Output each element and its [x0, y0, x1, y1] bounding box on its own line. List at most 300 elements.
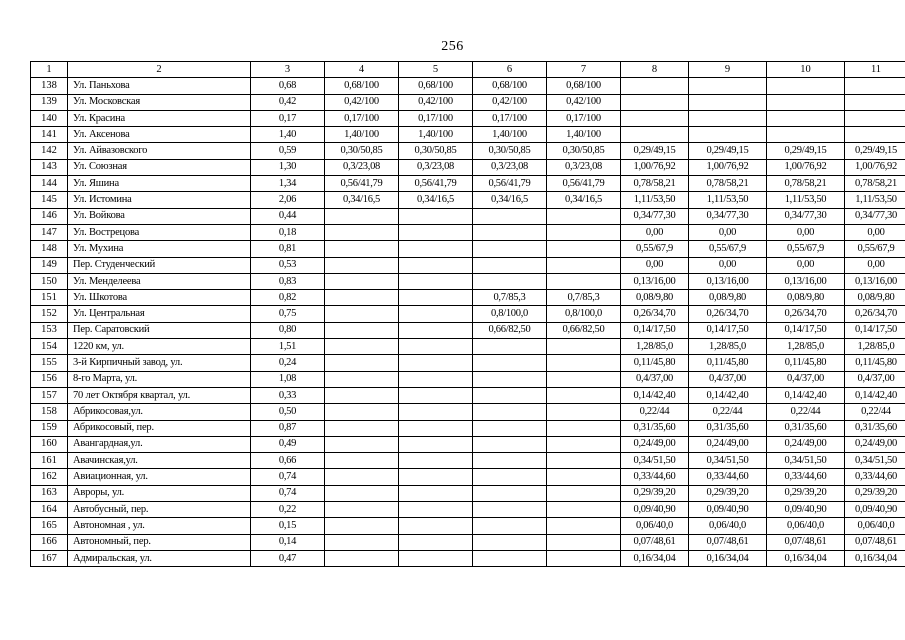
value-cell: 0,11/45,80 [845, 355, 905, 371]
value-cell: 0,34/16,5 [325, 192, 399, 208]
value-cell: 1,40/100 [547, 127, 621, 143]
value-cell: 0,3/23,08 [399, 159, 473, 175]
value-cell: 0,4/37,00 [845, 371, 905, 387]
value-cell [689, 94, 767, 110]
value-cell: 0,56/41,79 [547, 176, 621, 192]
street-name-cell: Ул. Войкова [68, 208, 251, 224]
value-cell [473, 404, 547, 420]
street-name-cell: Ул. Айвазовского [68, 143, 251, 159]
value-cell: 0,17/100 [325, 110, 399, 126]
value-cell: 0,42 [251, 94, 325, 110]
value-cell: 1,40/100 [399, 127, 473, 143]
value-cell [399, 290, 473, 306]
value-cell: 0,13/16,00 [845, 273, 905, 289]
value-cell: 0,3/23,08 [325, 159, 399, 175]
value-cell [473, 469, 547, 485]
value-cell: 0,16/34,04 [621, 550, 689, 566]
value-cell: 0,07/48,61 [689, 534, 767, 550]
value-cell [473, 502, 547, 518]
value-cell: 0,33/44,60 [845, 469, 905, 485]
value-cell: 0,68 [251, 78, 325, 94]
table-row [31, 208, 905, 224]
value-cell: 0,31/35,60 [621, 420, 689, 436]
value-cell [547, 453, 621, 469]
value-cell: 1,28/85,0 [621, 339, 689, 355]
street-name-cell: 3-й Кирпичный завод, ул. [68, 355, 251, 371]
street-name-cell: Ул. Московская [68, 94, 251, 110]
table-row [31, 339, 905, 355]
value-cell [547, 371, 621, 387]
value-cell: 1,28/85,0 [767, 339, 845, 355]
value-cell: 0,66 [251, 453, 325, 469]
table-row [31, 94, 905, 110]
value-cell [325, 387, 399, 403]
value-cell [547, 355, 621, 371]
value-cell: 0,06/40,0 [689, 518, 767, 534]
value-cell [621, 110, 689, 126]
value-cell: 0,00 [767, 224, 845, 240]
value-cell: 0,42/100 [547, 94, 621, 110]
row-number-cell: 164 [31, 502, 68, 518]
table-row [31, 127, 905, 143]
value-cell: 1,40 [251, 127, 325, 143]
value-cell [473, 339, 547, 355]
value-cell: 0,00 [845, 257, 905, 273]
value-cell [547, 241, 621, 257]
street-name-cell: 70 лет Октября квартал, ул. [68, 387, 251, 403]
value-cell [473, 224, 547, 240]
value-cell: 0,13/16,00 [621, 273, 689, 289]
value-cell [547, 339, 621, 355]
table-row [31, 176, 905, 192]
value-cell: 0,50 [251, 404, 325, 420]
value-cell [547, 208, 621, 224]
row-number-cell: 153 [31, 322, 68, 338]
value-cell: 0,24/49,00 [767, 436, 845, 452]
value-cell: 1,08 [251, 371, 325, 387]
header-row [31, 62, 905, 78]
value-cell: 0,00 [845, 224, 905, 240]
column-header: 5 [399, 62, 473, 78]
value-cell: 0,34/16,5 [399, 192, 473, 208]
value-cell: 1,11/53,50 [689, 192, 767, 208]
value-cell: 1,28/85,0 [845, 339, 905, 355]
value-cell [325, 273, 399, 289]
value-cell: 0,66/82,50 [547, 322, 621, 338]
value-cell: 0,14/17,50 [845, 322, 905, 338]
value-cell: 0,80 [251, 322, 325, 338]
value-cell: 0,07/48,61 [621, 534, 689, 550]
value-cell [621, 94, 689, 110]
value-cell [547, 387, 621, 403]
value-cell: 0,26/34,70 [767, 306, 845, 322]
value-cell: 0,13/16,00 [767, 273, 845, 289]
value-cell: 0,09/40,90 [767, 502, 845, 518]
value-cell [399, 534, 473, 550]
value-cell: 0,00 [621, 257, 689, 273]
street-name-cell: Ул. Паньхова [68, 78, 251, 94]
value-cell: 0,3/23,08 [473, 159, 547, 175]
value-cell: 0,06/40,0 [767, 518, 845, 534]
value-cell [547, 273, 621, 289]
value-cell: 0,83 [251, 273, 325, 289]
value-cell: 0,16/34,04 [767, 550, 845, 566]
value-cell [399, 436, 473, 452]
value-cell [473, 355, 547, 371]
column-header: 11 [845, 62, 905, 78]
value-cell: 0,30/50,85 [473, 143, 547, 159]
row-number-cell: 138 [31, 78, 68, 94]
street-name-cell: Авангардная,ул. [68, 436, 251, 452]
street-name-cell: 8-го Марта, ул. [68, 371, 251, 387]
value-cell [325, 241, 399, 257]
value-cell: 0,55/67,9 [845, 241, 905, 257]
value-cell: 0,53 [251, 257, 325, 273]
table-row [31, 322, 905, 338]
value-cell [399, 502, 473, 518]
row-number-cell: 151 [31, 290, 68, 306]
value-cell [767, 78, 845, 94]
street-name-cell: Ул. Аксенова [68, 127, 251, 143]
value-cell [325, 224, 399, 240]
value-cell: 1,51 [251, 339, 325, 355]
value-cell [767, 94, 845, 110]
value-cell [845, 110, 905, 126]
page-number: 256 [441, 39, 464, 54]
value-cell: 0,8/100,0 [473, 306, 547, 322]
value-cell [547, 257, 621, 273]
value-cell: 0,24/49,00 [621, 436, 689, 452]
value-cell [325, 257, 399, 273]
value-cell: 0,08/9,80 [621, 290, 689, 306]
value-cell [845, 94, 905, 110]
value-cell: 0,56/41,79 [399, 176, 473, 192]
value-cell: 0,59 [251, 143, 325, 159]
table-row [31, 550, 905, 566]
value-cell [473, 550, 547, 566]
value-cell: 0,8/100,0 [547, 306, 621, 322]
value-cell: 0,31/35,60 [689, 420, 767, 436]
value-cell [473, 453, 547, 469]
row-number-cell: 140 [31, 110, 68, 126]
value-cell: 0,34/51,50 [621, 453, 689, 469]
table-row [31, 518, 905, 534]
value-cell: 0,56/41,79 [325, 176, 399, 192]
value-cell: 0,00 [621, 224, 689, 240]
value-cell [621, 127, 689, 143]
value-cell: 0,4/37,00 [767, 371, 845, 387]
value-cell: 0,78/58,21 [689, 176, 767, 192]
value-cell: 1,34 [251, 176, 325, 192]
value-cell: 0,82 [251, 290, 325, 306]
value-cell: 0,29/39,20 [767, 485, 845, 501]
row-number-cell: 155 [31, 355, 68, 371]
data-table [30, 61, 905, 567]
value-cell [399, 273, 473, 289]
value-cell: 0,09/40,90 [621, 502, 689, 518]
row-number-cell: 142 [31, 143, 68, 159]
value-cell [547, 534, 621, 550]
value-cell: 0,49 [251, 436, 325, 452]
value-cell: 0,22/44 [845, 404, 905, 420]
value-cell: 0,31/35,60 [767, 420, 845, 436]
table-row [31, 355, 905, 371]
value-cell: 1,40/100 [473, 127, 547, 143]
value-cell [399, 224, 473, 240]
value-cell: 0,68/100 [547, 78, 621, 94]
street-name-cell: Ул. Центральная [68, 306, 251, 322]
value-cell: 0,17/100 [473, 110, 547, 126]
value-cell [473, 257, 547, 273]
value-cell [473, 485, 547, 501]
table-row [31, 192, 905, 208]
value-cell: 0,08/9,80 [845, 290, 905, 306]
value-cell: 0,75 [251, 306, 325, 322]
value-cell: 0,29/49,15 [689, 143, 767, 159]
value-cell: 0,11/45,80 [767, 355, 845, 371]
value-cell [547, 224, 621, 240]
value-cell [325, 371, 399, 387]
value-cell [473, 387, 547, 403]
row-number-cell: 165 [31, 518, 68, 534]
column-header: 1 [31, 62, 68, 78]
value-cell [399, 420, 473, 436]
value-cell: 0,33/44,60 [689, 469, 767, 485]
table-row [31, 387, 905, 403]
value-cell [325, 306, 399, 322]
value-cell: 0,34/77,30 [767, 208, 845, 224]
table-row [31, 404, 905, 420]
table-row [31, 224, 905, 240]
value-cell: 1,00/76,92 [767, 159, 845, 175]
row-number-cell: 159 [31, 420, 68, 436]
value-cell: 0,4/37,00 [689, 371, 767, 387]
value-cell: 0,16/34,04 [845, 550, 905, 566]
value-cell: 0,00 [689, 224, 767, 240]
row-number-cell: 154 [31, 339, 68, 355]
value-cell: 0,47 [251, 550, 325, 566]
value-cell: 0,42/100 [399, 94, 473, 110]
row-number-cell: 162 [31, 469, 68, 485]
value-cell: 0,14/42,40 [689, 387, 767, 403]
value-cell [845, 78, 905, 94]
value-cell [399, 453, 473, 469]
value-cell: 0,34/77,30 [689, 208, 767, 224]
row-number-cell: 144 [31, 176, 68, 192]
value-cell [399, 322, 473, 338]
row-number-cell: 149 [31, 257, 68, 273]
row-number-cell: 150 [31, 273, 68, 289]
value-cell [689, 127, 767, 143]
value-cell: 0,14/17,50 [767, 322, 845, 338]
value-cell [473, 371, 547, 387]
table-row [31, 371, 905, 387]
column-header: 2 [68, 62, 251, 78]
value-cell: 0,34/51,50 [845, 453, 905, 469]
value-cell [325, 208, 399, 224]
row-number-cell: 141 [31, 127, 68, 143]
value-cell [325, 420, 399, 436]
value-cell: 0,17/100 [547, 110, 621, 126]
table-row [31, 306, 905, 322]
street-name-cell: Абрикосовая,ул. [68, 404, 251, 420]
table-row [31, 502, 905, 518]
value-cell [767, 110, 845, 126]
table-row [31, 469, 905, 485]
column-header: 9 [689, 62, 767, 78]
value-cell [399, 404, 473, 420]
street-name-cell: Ул. Яшина [68, 176, 251, 192]
value-cell: 0,29/39,20 [621, 485, 689, 501]
value-cell: 0,14/42,40 [845, 387, 905, 403]
value-cell: 0,08/9,80 [767, 290, 845, 306]
value-cell: 0,78/58,21 [845, 176, 905, 192]
value-cell: 0,29/49,15 [845, 143, 905, 159]
value-cell [399, 518, 473, 534]
street-name-cell: Ул. Менделеева [68, 273, 251, 289]
table-row [31, 453, 905, 469]
value-cell: 1,00/76,92 [621, 159, 689, 175]
table-row [31, 436, 905, 452]
row-number-cell: 146 [31, 208, 68, 224]
value-cell: 0,13/16,00 [689, 273, 767, 289]
value-cell: 1,30 [251, 159, 325, 175]
value-cell [325, 518, 399, 534]
value-cell: 0,00 [689, 257, 767, 273]
street-name-cell: Ул. Красина [68, 110, 251, 126]
street-name-cell: Абрикосовый, пер. [68, 420, 251, 436]
street-name-cell: Автономная , ул. [68, 518, 251, 534]
value-cell: 0,11/45,80 [621, 355, 689, 371]
value-cell [473, 208, 547, 224]
table-row [31, 534, 905, 550]
value-cell: 0,66/82,50 [473, 322, 547, 338]
table-row [31, 420, 905, 436]
value-cell [399, 306, 473, 322]
value-cell: 0,22 [251, 502, 325, 518]
column-header: 3 [251, 62, 325, 78]
value-cell: 0,87 [251, 420, 325, 436]
value-cell: 0,14/42,40 [767, 387, 845, 403]
value-cell: 0,14/17,50 [621, 322, 689, 338]
table-row [31, 241, 905, 257]
value-cell: 0,24/49,00 [845, 436, 905, 452]
row-number-cell: 145 [31, 192, 68, 208]
value-cell [399, 371, 473, 387]
value-cell: 0,22/44 [621, 404, 689, 420]
value-cell: 0,26/34,70 [621, 306, 689, 322]
value-cell: 0,55/67,9 [621, 241, 689, 257]
value-cell [325, 453, 399, 469]
value-cell: 1,11/53,50 [845, 192, 905, 208]
row-number-cell: 143 [31, 159, 68, 175]
value-cell: 0,56/41,79 [473, 176, 547, 192]
value-cell [547, 518, 621, 534]
value-cell [547, 404, 621, 420]
value-cell: 0,68/100 [325, 78, 399, 94]
value-cell: 0,17 [251, 110, 325, 126]
value-cell: 0,22/44 [767, 404, 845, 420]
value-cell: 0,24/49,00 [689, 436, 767, 452]
column-header: 4 [325, 62, 399, 78]
value-cell: 0,78/58,21 [621, 176, 689, 192]
table-row [31, 143, 905, 159]
value-cell: 0,7/85,3 [547, 290, 621, 306]
value-cell [473, 273, 547, 289]
street-name-cell: Автобусный, пер. [68, 502, 251, 518]
value-cell: 0,29/39,20 [845, 485, 905, 501]
value-cell: 0,22/44 [689, 404, 767, 420]
value-cell: 0,55/67,9 [689, 241, 767, 257]
value-cell: 0,34/77,30 [621, 208, 689, 224]
value-cell [473, 241, 547, 257]
value-cell: 0,68/100 [473, 78, 547, 94]
value-cell [399, 485, 473, 501]
value-cell [325, 436, 399, 452]
column-header: 7 [547, 62, 621, 78]
row-number-cell: 156 [31, 371, 68, 387]
value-cell: 0,29/49,15 [621, 143, 689, 159]
value-cell [399, 387, 473, 403]
column-header: 8 [621, 62, 689, 78]
row-number-cell: 158 [31, 404, 68, 420]
value-cell: 0,34/16,5 [473, 192, 547, 208]
value-cell: 0,18 [251, 224, 325, 240]
value-cell: 0,34/77,30 [845, 208, 905, 224]
value-cell [325, 534, 399, 550]
table-row [31, 273, 905, 289]
row-number-cell: 152 [31, 306, 68, 322]
value-cell: 0,30/50,85 [325, 143, 399, 159]
value-cell: 1,11/53,50 [621, 192, 689, 208]
value-cell: 2,06 [251, 192, 325, 208]
value-cell: 0,14/17,50 [689, 322, 767, 338]
value-cell: 0,78/58,21 [767, 176, 845, 192]
value-cell [547, 420, 621, 436]
value-cell: 0,31/35,60 [845, 420, 905, 436]
street-name-cell: Автономный, пер. [68, 534, 251, 550]
street-name-cell: Ул. Вострецова [68, 224, 251, 240]
value-cell: 1,11/53,50 [767, 192, 845, 208]
value-cell [399, 339, 473, 355]
value-cell: 1,00/76,92 [845, 159, 905, 175]
value-cell: 0,08/9,80 [689, 290, 767, 306]
table-row [31, 257, 905, 273]
value-cell: 0,26/34,70 [845, 306, 905, 322]
value-cell: 0,29/49,15 [767, 143, 845, 159]
street-name-cell: Авроры, ул. [68, 485, 251, 501]
value-cell: 0,68/100 [399, 78, 473, 94]
row-number-cell: 163 [31, 485, 68, 501]
value-cell: 0,34/16,5 [547, 192, 621, 208]
value-cell: 0,42/100 [473, 94, 547, 110]
table-row [31, 159, 905, 175]
value-cell [399, 257, 473, 273]
value-cell: 1,40/100 [325, 127, 399, 143]
value-cell [325, 322, 399, 338]
value-cell [325, 485, 399, 501]
value-cell: 0,07/48,61 [767, 534, 845, 550]
value-cell [473, 420, 547, 436]
row-number-cell: 157 [31, 387, 68, 403]
street-name-cell: Авачинская,ул. [68, 453, 251, 469]
value-cell: 0,16/34,04 [689, 550, 767, 566]
value-cell [325, 404, 399, 420]
value-cell [547, 502, 621, 518]
value-cell: 0,33/44,60 [767, 469, 845, 485]
value-cell [399, 241, 473, 257]
value-cell: 0,33 [251, 387, 325, 403]
